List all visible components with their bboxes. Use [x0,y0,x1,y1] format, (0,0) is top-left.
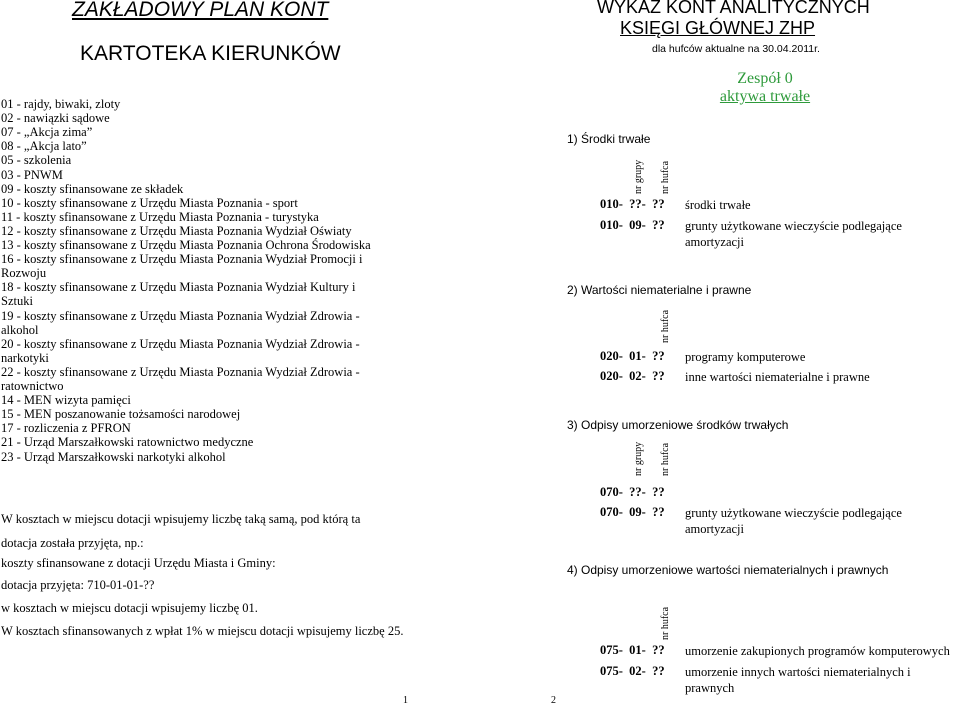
account-description: inne wartości niematerialne i prawne [685,370,870,384]
team-subheading: aktywa trwałe [719,88,811,105]
directions-register-title: KARTOTEKA KIERUNKÓW [80,42,341,65]
team-heading: Zespół 0 [737,70,793,87]
direction-item: Rozwoju [1,266,47,281]
direction-item: 11 - koszty sfinansowane z Urzędu Miasta Poznania - turystyka [1,209,319,224]
direction-item: 16 - koszty sfinansowane z Urzędu Miasta Poznania Wydział Promocji i [1,252,363,267]
account-code: 075- 02- ?? [600,664,665,678]
direction-item: ratownictwo [1,379,64,393]
direction-item: alkohol [1,322,39,337]
column-label-group: nr grupy [633,159,644,194]
account-description: programy komputerowe [685,350,806,364]
column-label-unit: nr hufca [660,309,671,343]
direction-item: 21 - Urząd Marszałkowski ratownictwo medyczne [1,435,254,450]
note-line: dotacja została przyjęta, np.: [1,536,144,550]
column-label-unit: nr hufca [660,160,671,194]
direction-item: 01 - rajdy, biwaki, zloty [1,97,121,111]
note-line: W kosztach sfinansowanych z wpłat 1% w miejscu dotacji wpisujemy liczbę 25. [1,624,404,638]
note-line: dotacja przyjęta: 710-01-01-?? [1,578,155,592]
direction-item: 23 - Urząd Marszałkowski narkotyki alkohol [1,449,226,464]
section-heading: 2) Wartości niematerialne i prawne [567,283,752,297]
accounts-list-subtitle: KSIĘGI GŁÓWNEJ ZHP [620,18,816,38]
page-number-left: 1 [403,695,408,706]
account-code: 070- 09- ?? [600,505,665,519]
direction-item: 09 - koszty sfinansowane ze składek [1,181,184,196]
direction-item: 07 - „Akcja zima” [1,125,93,140]
section-heading: 4) Odpisy umorzeniowe wartości niematerialnych i prawnych [567,563,889,577]
account-description: środki trwałe [685,198,751,212]
direction-item: 03 - PNWM [1,167,63,182]
page-number-right: 2 [551,695,556,706]
note-line: w kosztach w miejscu dotacji wpisujemy liczbę 01. [1,601,258,615]
column-label-unit: nr hufca [660,442,671,476]
account-description: umorzenie innych wartości niematerialnych i prawnych [685,665,911,695]
account-code: 070- ??- ?? [600,485,665,499]
account-code: 010- 09- ?? [600,218,665,232]
note-line: W kosztach w miejscu dotacji wpisujemy liczbę taką samą, pod którą ta [1,512,361,526]
direction-item: 22 - koszty sfinansowane z Urzędu Miasta Poznania Wydział Zdrowia - [1,364,360,379]
section-heading: 1) Środki trwałe [567,132,651,146]
direction-item: 13 - koszty sfinansowane z Urzędu Miasta Poznania Ochrona Środowiska [1,238,371,252]
page-title-left: ZAKŁADOWY PLAN KONT [72,0,329,21]
direction-item: Sztuki [1,294,33,309]
direction-item: 02 - nawiązki sądowe [1,111,110,126]
account-code: 010- ??- ?? [600,197,665,211]
direction-item: 18 - koszty sfinansowane z Urzędu Miasta Poznania Wydział Kultury i [1,280,356,295]
note-line: koszty sfinansowane z dotacji Urzędu Miasta i Gminy: [1,556,276,570]
direction-item: 19 - koszty sfinansowane z Urzędu Miasta Poznania Wydział Zdrowia - [1,308,360,323]
account-code: 075- 01- ?? [600,643,665,657]
validity-note: dla hufców aktualne na 30.04.2011r. [652,43,820,55]
account-code: 020- 01- ?? [600,349,665,363]
account-description: umorzenie zakupionych programów komputerowych [685,644,950,658]
account-description: grunty użytkowane wieczyście podlegające amortyzacji [685,506,902,536]
accounts-list-title: WYKAZ KONT ANALITYCZNYCH [597,0,870,17]
direction-item: 17 - rozliczenia z PFRON [1,421,131,436]
direction-item: 12 - koszty sfinansowane z Urzędu Miasta Poznania Wydział Oświaty [1,223,352,238]
direction-item: 10 - koszty sfinansowane z Urzędu Miasta Poznania - sport [1,195,298,210]
direction-item: 08 - „Akcja lato” [1,139,87,154]
direction-item: 20 - koszty sfinansowane z Urzędu Miasta Poznania Wydział Zdrowia - [1,336,360,351]
direction-item: 14 - MEN wizyta pamięci [1,393,131,408]
account-code: 020- 02- ?? [600,369,665,383]
direction-item: 05 - szkolenia [1,153,72,168]
account-description: grunty użytkowane wieczyście podlegające amortyzacji [685,219,902,249]
section-heading: 3) Odpisy umorzeniowe środków trwałych [567,418,789,432]
column-label-group: nr grupy [633,441,644,476]
direction-item: narkotyki [1,350,49,365]
direction-item: 15 - MEN poszanowanie tożsamości narodowej [1,407,241,422]
column-label-unit: nr hufca [660,606,671,640]
